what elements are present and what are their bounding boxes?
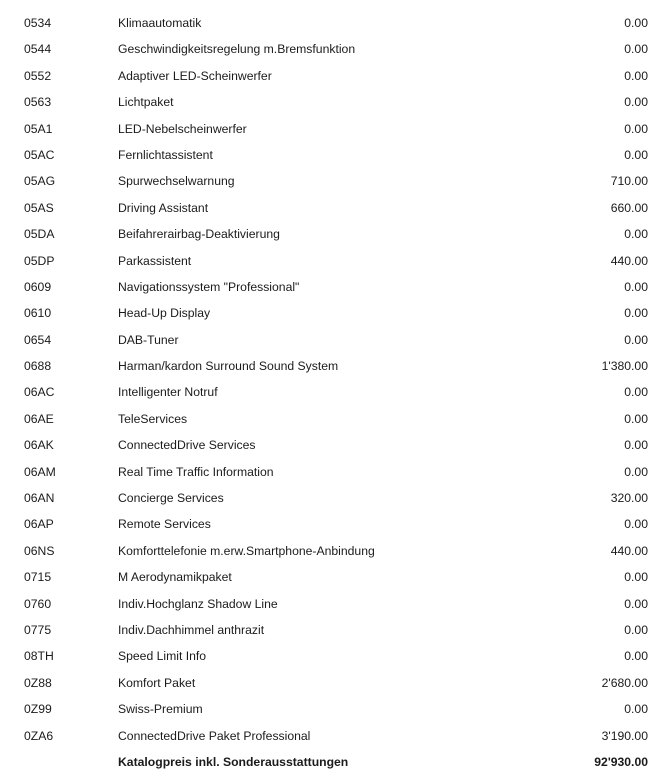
option-description: Intelligenter Notruf [118, 385, 218, 400]
option-row [0, 564, 672, 590]
option-price: 660.00 [610, 200, 648, 215]
option-row [0, 221, 672, 247]
option-description: Speed Limit Info [118, 649, 207, 664]
option-price: 0.00 [624, 517, 648, 532]
option-price: 0.00 [624, 464, 648, 479]
option-row [0, 432, 672, 458]
option-price: 0.00 [624, 68, 648, 83]
option-code: 06AE [24, 411, 54, 426]
option-code: 06AN [24, 491, 55, 506]
option-row [0, 63, 672, 89]
option-description: Real Time Traffic Information [118, 464, 274, 479]
option-code: 0775 [24, 622, 52, 637]
option-price: 0.00 [624, 702, 648, 717]
option-code: 06AK [24, 438, 54, 453]
option-row [0, 10, 672, 36]
option-price: 0.00 [624, 411, 648, 426]
option-code: 05AG [24, 174, 56, 189]
option-row [0, 670, 672, 696]
option-row [0, 168, 672, 194]
option-price: 0.00 [624, 42, 648, 57]
option-description: Komforttelefonie m.erw.Smartphone-Anbindung [118, 543, 375, 558]
option-table [0, 10, 672, 775]
option-price: 0.00 [624, 16, 648, 30]
option-description: Spurwechselwarnung [118, 174, 235, 189]
option-description: Lichtpaket [118, 95, 174, 110]
option-description: DAB-Tuner [118, 332, 179, 347]
option-price: 2'680.00 [601, 675, 648, 690]
option-price: 0.00 [624, 306, 648, 321]
option-description: Harman/kardon Surround Sound System [118, 359, 339, 374]
total-price: 92'930.00 [594, 754, 648, 769]
option-code: 0ZA6 [24, 728, 54, 743]
option-row [0, 353, 672, 379]
option-price: 320.00 [610, 491, 648, 506]
option-code: 0552 [24, 68, 52, 83]
option-row [0, 274, 672, 300]
option-row [0, 327, 672, 353]
option-price: 440.00 [610, 543, 648, 558]
option-row [0, 379, 672, 405]
total-label: Katalogpreis inkl. Sonderausstattungen [118, 754, 349, 769]
option-description: Klimaautomatik [118, 16, 202, 30]
option-description: Driving Assistant [118, 200, 209, 215]
option-price: 440.00 [610, 253, 648, 268]
option-code: 0760 [24, 596, 52, 611]
option-price: 0.00 [624, 227, 648, 242]
option-row [0, 142, 672, 168]
option-row [0, 538, 672, 564]
option-code: 06NS [24, 543, 55, 558]
option-row [0, 591, 672, 617]
option-row [0, 89, 672, 115]
option-code: 05DA [24, 227, 55, 242]
option-description: TeleServices [118, 411, 188, 426]
option-description: ConnectedDrive Paket Professional [118, 728, 311, 743]
option-price: 0.00 [624, 332, 648, 347]
option-description: Beifahrerairbag-Deaktivierung [118, 227, 280, 242]
option-row [0, 485, 672, 511]
option-code: 05AC [24, 147, 55, 162]
total-row [0, 749, 672, 775]
option-code: 08TH [24, 649, 54, 664]
option-description: Remote Services [118, 517, 211, 532]
option-code: 0609 [24, 279, 52, 294]
option-description: Head-Up Display [118, 306, 211, 321]
option-price: 0.00 [624, 570, 648, 585]
option-description: Parkassistent [118, 253, 192, 268]
option-price: 0.00 [624, 649, 648, 664]
option-description: LED-Nebelscheinwerfer [118, 121, 247, 136]
option-code: 0688 [24, 359, 52, 374]
option-row [0, 36, 672, 62]
option-code: 06AP [24, 517, 54, 532]
option-price: 1'380.00 [601, 359, 648, 374]
option-description: Adaptiver LED-Scheinwerfer [118, 68, 272, 83]
option-description: Indiv.Dachhimmel anthrazit [118, 622, 265, 637]
option-row [0, 696, 672, 722]
option-code: 06AC [24, 385, 55, 400]
option-code: 0Z88 [24, 675, 52, 690]
option-row [0, 511, 672, 537]
option-code: 0610 [24, 306, 52, 321]
option-code: 0544 [24, 42, 52, 57]
option-description: ConnectedDrive Services [118, 438, 256, 453]
option-code: 06AM [24, 464, 56, 479]
option-price: 0.00 [624, 438, 648, 453]
option-description: M Aerodynamikpaket [118, 570, 232, 585]
option-price: 710.00 [610, 174, 648, 189]
option-description: Geschwindigkeitsregelung m.Bremsfunktion [118, 42, 356, 57]
option-code: 05A1 [24, 121, 53, 136]
option-price: 0.00 [624, 95, 648, 110]
option-row [0, 300, 672, 326]
option-description: Fernlichtassistent [118, 147, 213, 162]
option-code: 0563 [24, 95, 52, 110]
option-row [0, 248, 672, 274]
option-row [0, 617, 672, 643]
option-price: 0.00 [624, 596, 648, 611]
option-row [0, 643, 672, 669]
option-description: Swiss-Premium [118, 702, 203, 717]
option-price: 3'190.00 [601, 728, 648, 743]
option-row [0, 459, 672, 485]
option-code: 0534 [24, 16, 52, 30]
option-code: 0Z99 [24, 702, 52, 717]
option-code: 05AS [24, 200, 54, 215]
option-code: 05DP [24, 253, 55, 268]
option-description: Concierge Services [118, 491, 224, 506]
option-code: 0654 [24, 332, 52, 347]
option-code: 0715 [24, 570, 52, 585]
option-price: 0.00 [624, 121, 648, 136]
option-row [0, 195, 672, 221]
option-price: 0.00 [624, 147, 648, 162]
option-price: 0.00 [624, 385, 648, 400]
option-description: Indiv.Hochglanz Shadow Line [118, 596, 278, 611]
option-row [0, 116, 672, 142]
option-row [0, 723, 672, 749]
option-description: Komfort Paket [118, 675, 196, 690]
option-row [0, 406, 672, 432]
option-description: Navigationssystem "Professional" [118, 279, 300, 294]
option-price: 0.00 [624, 279, 648, 294]
option-price: 0.00 [624, 622, 648, 637]
